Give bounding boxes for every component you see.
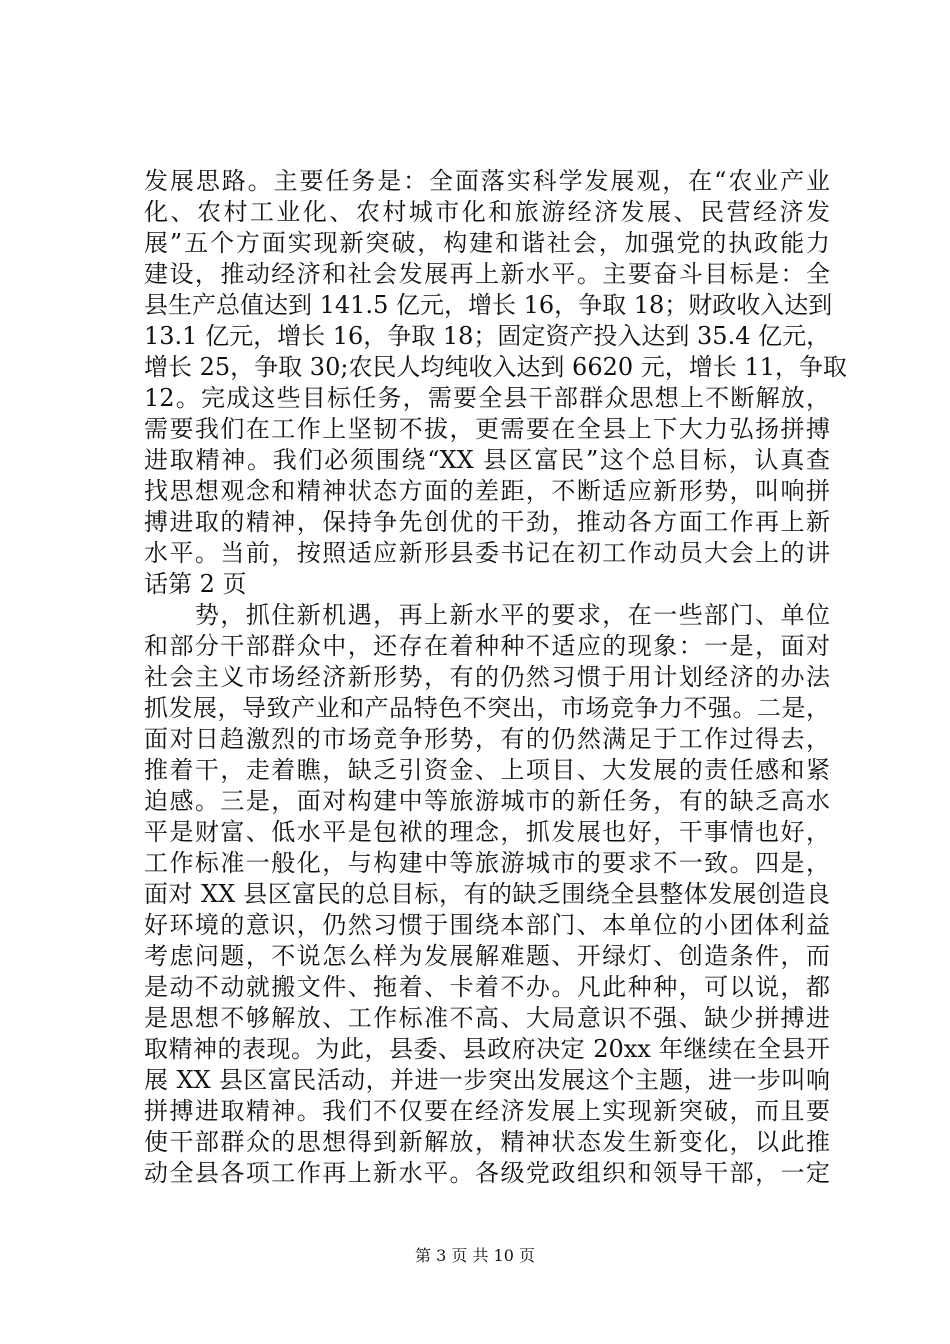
text-line: 面对日趋激烈的市场竞争形势，有的仍然满足于工作过得去， <box>144 725 830 753</box>
text-line: 工作标准一般化，与构建中等旅游城市的要求不一致。四是， <box>144 849 830 877</box>
text-line: 进取精神。我们必须围绕“XX 县区富民”这个总目标，认真查 <box>144 446 830 474</box>
page-number-footer: 第 3 页 共 10 页 <box>415 1246 535 1265</box>
paragraph-1 <box>144 166 847 600</box>
text-line: 使干部群众的思想得到新解放，精神状态发生新变化，以此推 <box>144 1128 830 1156</box>
text-line: 取精神的表现。为此，县委、县政府决定 20xx 年继续在全县开 <box>144 1035 830 1063</box>
text-line: 和部分干部群众中，还存在着种种不适应的现象：一是，面对 <box>144 632 830 660</box>
text-line: 找思想观念和精神状态方面的差距，不断适应新形势，叫响拼 <box>144 477 830 505</box>
text-line: 势，抓住新机遇，再上新水平的要求，在一些部门、单位 <box>144 601 830 629</box>
text-line: 县生产总值达到 141.5 亿元，增长 16，争取 18；财政收入达到 <box>144 291 833 319</box>
text-line: 需要我们在工作上坚韧不拔，更需要在全县上下大力弘扬拼搏 <box>144 415 830 443</box>
text-line: 社会主义市场经济新形势，有的仍然习惯于用计划经济的办法 <box>144 663 830 691</box>
text-line: 是动不动就搬文件、拖着、卡着不办。凡此种种，可以说，都 <box>144 973 830 1001</box>
text-line: 展 XX 县区富民活动，并进一步突出发展这个主题，进一步叫响 <box>144 1066 830 1094</box>
text-line: 面对 XX 县区富民的总目标，有的缺乏围绕全县整体发展创造良 <box>144 880 830 908</box>
text-line: 搏进取的精神，保持争先创优的干劲，推动各方面工作再上新 <box>144 508 830 536</box>
text-line: 抓发展，导致产业和产品特色不突出，市场竞争力不强。二是， <box>144 694 830 722</box>
text-line: 建设，推动经济和社会发展再上新水平。主要奋斗目标是：全 <box>144 260 830 288</box>
text-line: 拼搏进取精神。我们不仅要在经济发展上实现新突破，而且要 <box>144 1097 830 1125</box>
text-line: 水平。当前，按照适应新形县委书记在初工作动员大会上的讲 <box>144 539 830 567</box>
text-line: 平是财富、低水平是包袱的理念，抓发展也好，干事情也好， <box>144 818 830 846</box>
text-line: 增长 25，争取 30;农民人均纯收入达到 6620 元，增长 11，争取 <box>144 353 847 381</box>
paragraph-2 <box>144 600 830 1189</box>
text-line: 是思想不够解放、工作标准不高、大局意识不强、缺少拼搏进 <box>144 1004 830 1032</box>
text-line: 展”五个方面实现新突破，构建和谐社会，加强党的执政能力 <box>144 229 830 257</box>
text-line: 发展思路。主要任务是：全面落实科学发展观，在“农业产业 <box>144 167 830 195</box>
text-line: 考虑问题，不说怎么样为发展解难题、开绿灯、创造条件，而 <box>144 942 830 970</box>
text-line: 好环境的意识，仍然习惯于围绕本部门、本单位的小团体利益 <box>144 911 830 939</box>
text-line: 动全县各项工作再上新水平。各级党政组织和领导干部，一定 <box>144 1159 830 1187</box>
document-body <box>144 166 847 1189</box>
text-line: 化、农村工业化、农村城市化和旅游经济发展、民营经济发 <box>144 198 830 226</box>
text-line: 推着干，走着瞧，缺乏引资金、上项目、大发展的责任感和紧 <box>144 756 830 784</box>
text-line: 话第 2 页 <box>144 570 247 598</box>
text-line: 迫感。三是，面对构建中等旅游城市的新任务，有的缺乏高水 <box>144 787 830 815</box>
text-line: 13.1 亿元，增长 16，争取 18；固定资产投入达到 35.4 亿元， <box>144 322 831 350</box>
text-line: 12。完成这些目标任务，需要全县干部群众思想上不断解放， <box>144 384 830 412</box>
